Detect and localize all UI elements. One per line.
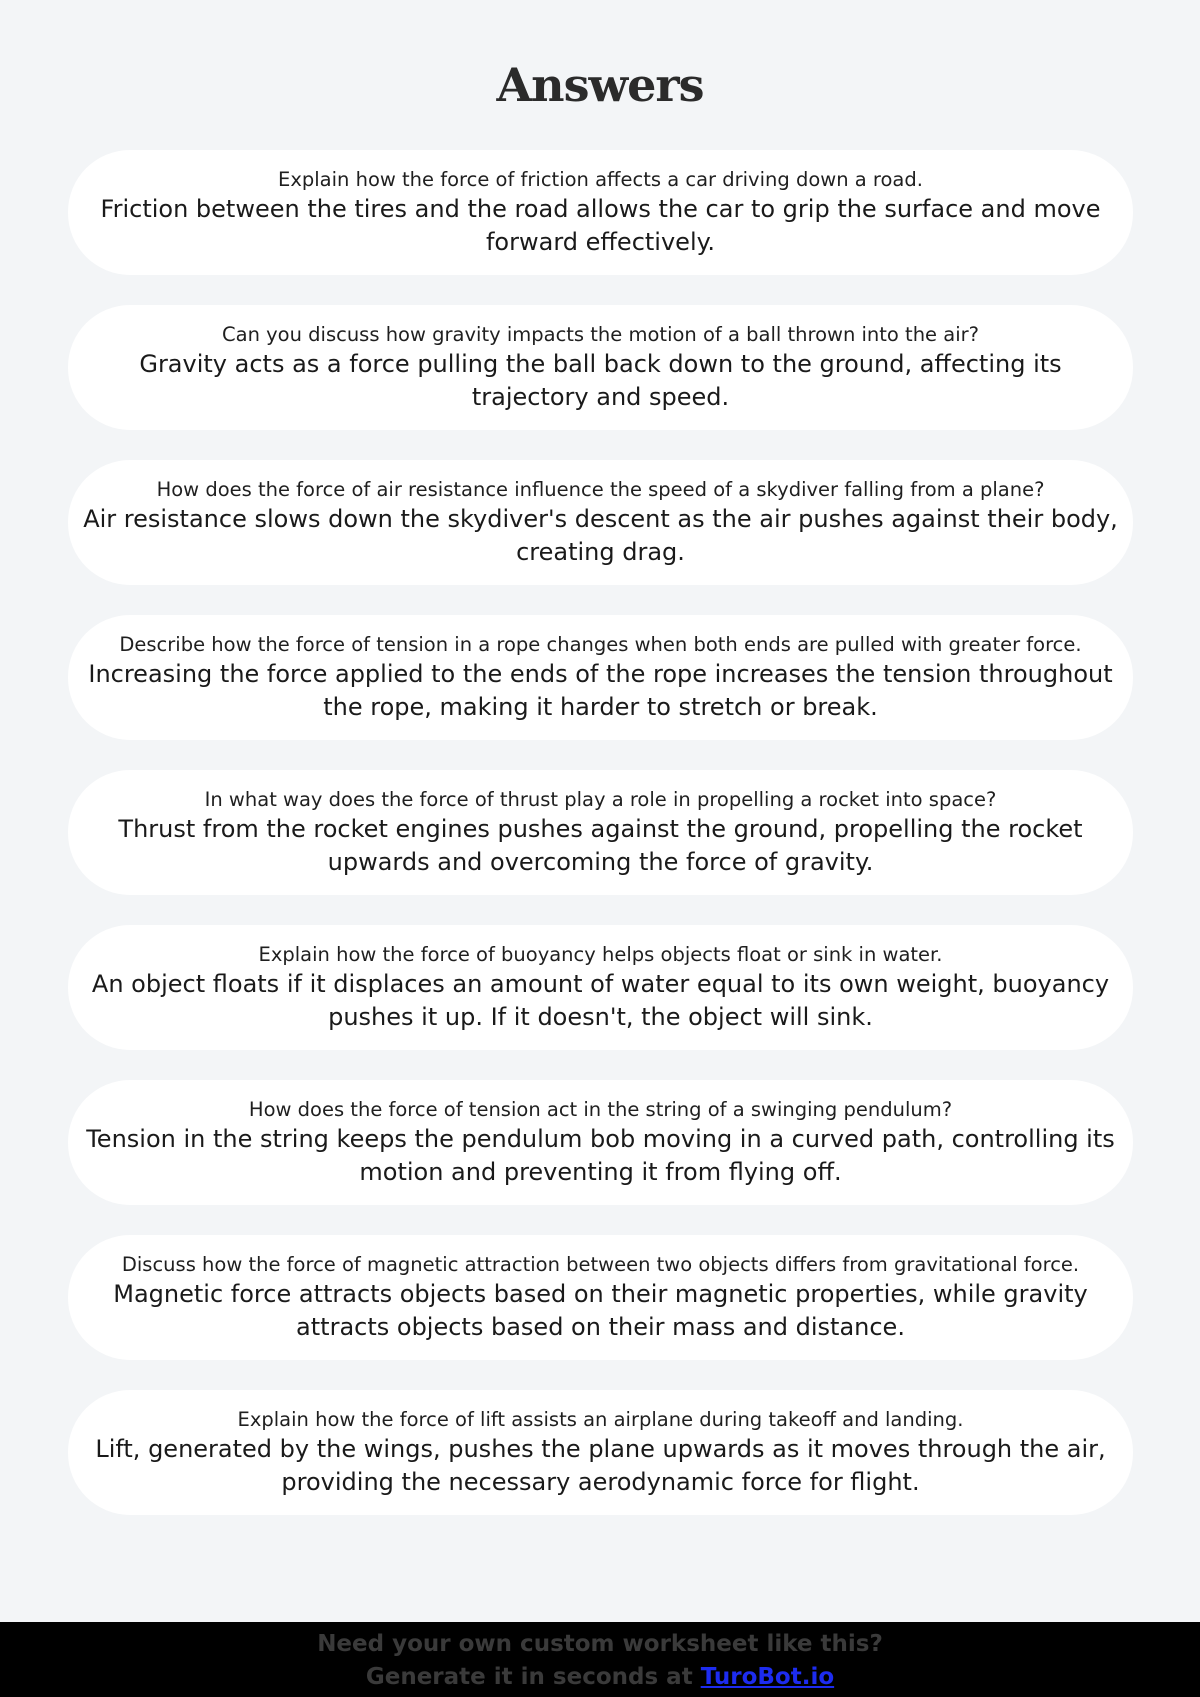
- footer-line-2-prefix: Generate it in seconds at: [365, 1664, 701, 1690]
- question-text: Describe how the force of tension in a rope changes when both ends are pulled with greater force.: [119, 632, 1082, 656]
- question-text: Explain how the force of friction affects a car driving down a road.: [278, 167, 923, 191]
- answer-card: [68, 460, 1133, 585]
- answer-card: [68, 925, 1133, 1050]
- answer-card: [68, 1080, 1133, 1205]
- question-text: Discuss how the force of magnetic attraction between two objects differs from gravitational force.: [121, 1252, 1080, 1276]
- answer-text: An object floats if it displaces an amount of water equal to its own weight, buoyancy pushes it up. If it doesn't, the object will sink.: [91, 969, 1110, 1031]
- answer-text: Air resistance slows down the skydiver's descent as the air pushes against their body, creating drag.: [83, 504, 1118, 566]
- footer-line-1: Need your own custom worksheet like this?: [317, 1631, 883, 1657]
- answer-text: Magnetic force attracts objects based on their magnetic properties, while gravity attracts objects based on their mass and distance.: [113, 1279, 1088, 1341]
- answer-card: [68, 615, 1133, 740]
- answer-text: Tension in the string keeps the pendulum bob moving in a curved path, controlling its motion and preventing it from flying off.: [86, 1124, 1115, 1186]
- footer-line-2: [0, 1661, 1200, 1694]
- question-text: How does the force of air resistance influence the speed of a skydiver falling from a plane?: [156, 477, 1045, 501]
- answer-text: Thrust from the rocket engines pushes against the ground, propelling the rocket upwards and overcoming the force of gravity.: [118, 814, 1083, 876]
- answer-text: Increasing the force applied to the ends of the rope increases the tension throughout the rope, making it harder to stretch or break.: [88, 659, 1113, 721]
- question-text: Explain how the force of lift assists an airplane during takeoff and landing.: [237, 1407, 964, 1431]
- answer-card: [68, 305, 1133, 430]
- question-text: Can you discuss how gravity impacts the motion of a ball thrown into the air?: [222, 322, 979, 346]
- answer-text: Friction between the tires and the road allows the car to grip the surface and move forward effectively.: [100, 194, 1101, 256]
- answer-text: Lift, generated by the wings, pushes the plane upwards as it moves through the air, providing the necessary aerodynamic force for flight.: [95, 1434, 1106, 1496]
- answer-card: [68, 1235, 1133, 1360]
- page-title: Answers: [496, 58, 704, 112]
- question-text: In what way does the force of thrust play a role in propelling a rocket into space?: [204, 787, 997, 811]
- question-text: How does the force of tension act in the string of a swinging pendulum?: [248, 1097, 953, 1121]
- answer-card: [68, 1390, 1133, 1515]
- answer-card: [68, 770, 1133, 895]
- question-text: Explain how the force of buoyancy helps objects float or sink in water.: [258, 942, 943, 966]
- answer-card: [68, 150, 1133, 275]
- turobot-link[interactable]: TuroBot.io: [700, 1664, 835, 1690]
- answer-list: [68, 150, 1133, 1545]
- promo-footer: [0, 1622, 1200, 1697]
- answer-text: Gravity acts as a force pulling the ball back down to the ground, affecting its trajectory and speed.: [139, 349, 1062, 411]
